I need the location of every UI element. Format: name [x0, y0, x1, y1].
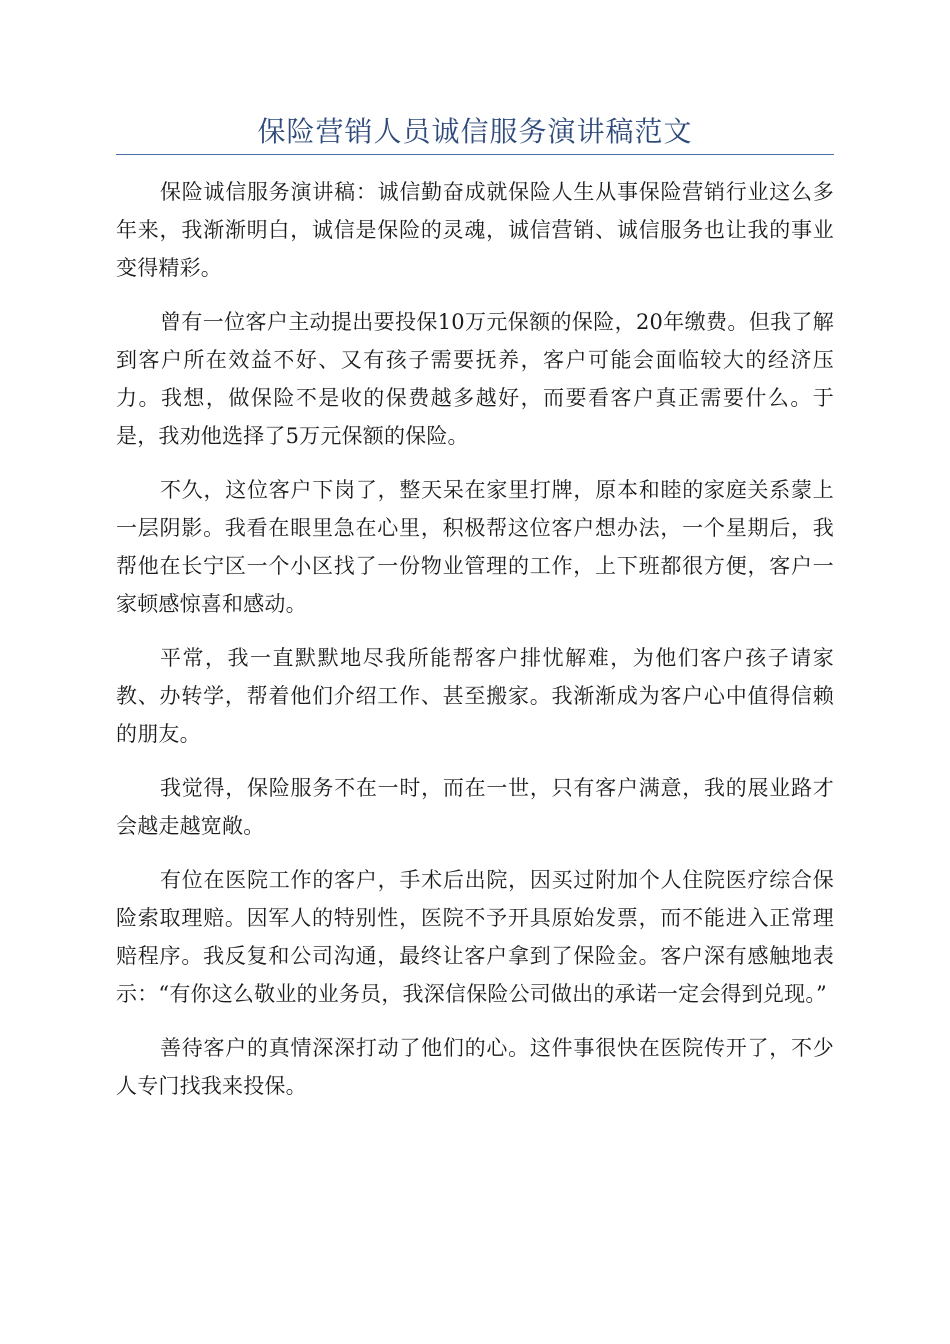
- document-body: [116, 173, 834, 1121]
- paragraph-3: 不久，这位客户下岗了，整天呆在家里打牌，原本和睦的家庭关系蒙上一层阴影。我看在眼里急在心里，积极帮这位客户想办法，一个星期后，我帮他在长宁区一个小区找了一份物业管理的工作，上下班都很方便，客户一家顿感惊喜和感动。: [116, 478, 834, 616]
- paragraph-6: 有位在医院工作的客户，手术后出院，因买过附加个人住院医疗综合保险索取理赔。因军人的特别性，医院不予开具原始发票，而不能进入正常理赔程序。我反复和公司沟通，最终让客户拿到了保险金。客户深有感触地表示：“有你这么敬业的业务员，我深信保险公司做出的承诺一定会得到兑现。”: [116, 868, 834, 1006]
- document-title: 保险营销人员诚信服务演讲稿范文: [257, 115, 693, 148]
- paragraph-2: 曾有一位客户主动提出要投保10万元保额的保险，20年缴费。但我了解到客户所在效益不好、又有孩子需要抚养，客户可能会面临较大的经济压力。我想，做保险不是收的保费越多越好，而要看客户真正需要什么。于是，我劝他选择了5万元保额的保险。: [116, 310, 834, 448]
- paragraph-7: 善待客户的真情深深打动了他们的心。这件事很快在医院传开了，不少人专门找我来投保。: [116, 1036, 834, 1098]
- paragraph-4: 平常，我一直默默地尽我所能帮客户排忧解难，为他们客户孩子请家教、办转学，帮着他们介绍工作、甚至搬家。我渐渐成为客户心中值得信赖的朋友。: [116, 646, 834, 746]
- paragraph-1: 保险诚信服务演讲稿：诚信勤奋成就保险人生从事保险营销行业这么多年来，我渐渐明白，诚信是保险的灵魂，诚信营销、诚信服务也让我的事业变得精彩。: [116, 180, 834, 280]
- paragraph-5: 我觉得，保险服务不在一时，而在一世，只有客户满意，我的展业路才会越走越宽敞。: [116, 776, 834, 838]
- title-underline: [116, 154, 834, 155]
